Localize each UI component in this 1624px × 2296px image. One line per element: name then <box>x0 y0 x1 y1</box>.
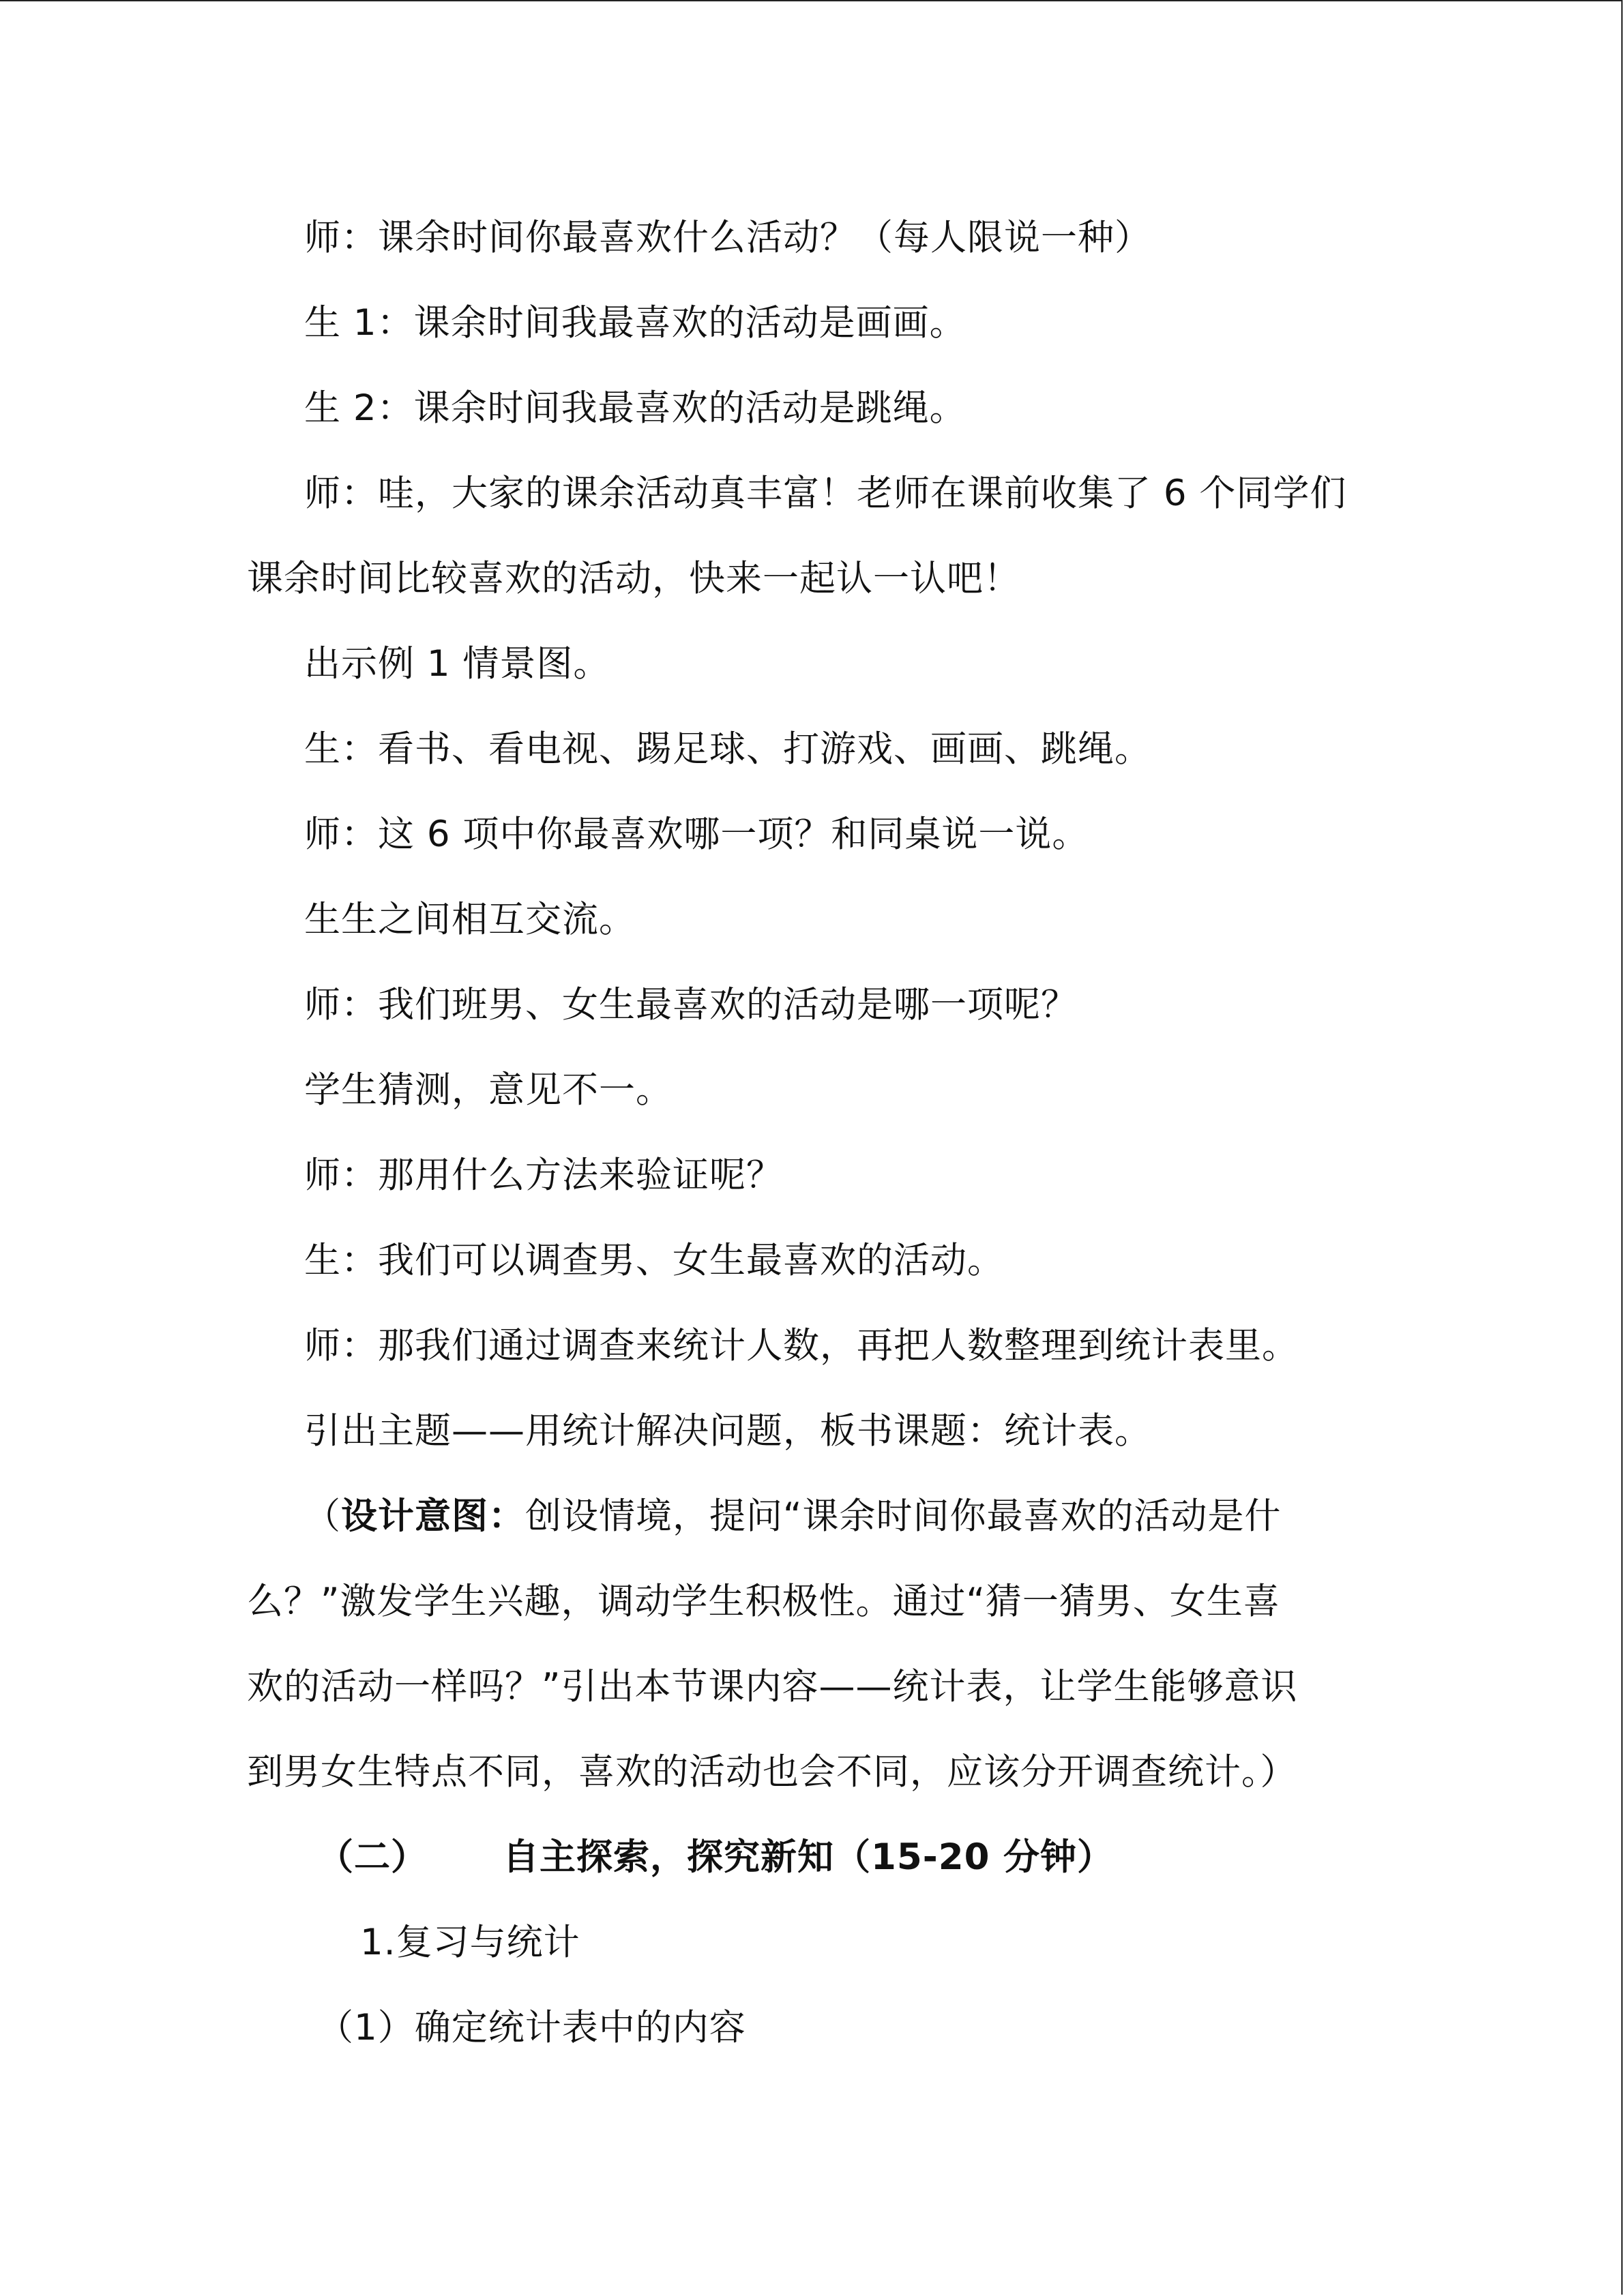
paragraph-line: 师：那用什么方法来验证呢？ <box>304 1154 783 1196</box>
paragraph-line: 生 2：课余时间我最喜欢的活动是跳绳。 <box>304 387 966 429</box>
paragraph-line: 师：我们班男、女生最喜欢的活动是哪一项呢？ <box>304 984 1078 1026</box>
paragraph-line: 生生之间相互交流。 <box>304 899 636 940</box>
paragraph-line: 课余时间比较喜欢的活动，快来一起认一认吧！ <box>247 558 1020 599</box>
paragraph-line: 引出主题——用统计解决问题，板书课题：统计表。 <box>304 1410 1151 1452</box>
paragraph-line: 师：这 6 项中你最喜欢哪一项？和同桌说一说。 <box>304 814 1089 855</box>
design-intent-line <box>304 1492 1281 1541</box>
design-intent-line: 到男女生特点不同，喜欢的活动也会不同，应该分开调查统计。） <box>247 1751 1297 1793</box>
design-intent-text: 创设情境，提问“课余时间你最喜欢的活动是什 <box>525 1495 1282 1537</box>
section-title: 自主探索，探究新知（15-20 分钟） <box>503 1836 1114 1878</box>
design-intent-label: 设计意图： <box>341 1495 525 1537</box>
paragraph-line: 师：哇，大家的课余活动真丰富！老师在课前收集了 6 个同学们 <box>304 473 1347 514</box>
open-paren: （ <box>304 1495 341 1537</box>
paragraph-line: 学生猜测，意见不一。 <box>304 1069 673 1111</box>
section-heading <box>317 1833 1114 1882</box>
paragraph-line: 生 1：课余时间我最喜欢的活动是画画。 <box>304 302 966 344</box>
paragraph-line: 出示例 1 情景图。 <box>304 643 610 685</box>
subitem-heading: （1）确定统计表中的内容 <box>317 2007 746 2048</box>
item-heading: 1.复习与统计 <box>360 1922 580 1963</box>
design-intent-line: 欢的活动一样吗？”引出本节课内容——统计表，让学生能够意识 <box>247 1666 1298 1708</box>
section-number: （二） <box>317 1836 428 1878</box>
paragraph-line: 生：我们可以调查男、女生最喜欢的活动。 <box>304 1240 1004 1281</box>
paragraph-line: 师：课余时间你最喜欢什么活动？（每人限说一种） <box>304 217 1151 258</box>
paragraph-line: 生：看书、看电视、踢足球、打游戏、画画、跳绳。 <box>304 728 1151 770</box>
paragraph-line: 师：那我们通过调查来统计人数，再把人数整理到统计表里。 <box>304 1325 1299 1367</box>
design-intent-line: 么？”激发学生兴趣，调动学生积极性。通过“猜一猜男、女生喜 <box>247 1581 1280 1622</box>
